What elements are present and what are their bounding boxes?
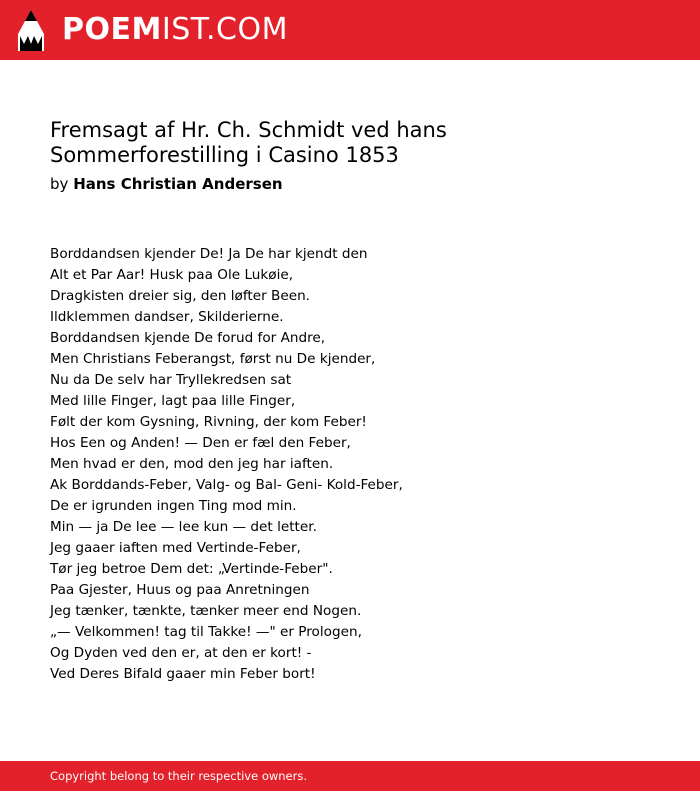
poem-line: De er igrunden ingen Ting mod min. bbox=[50, 498, 297, 514]
poem-line: Dragkisten dreier sig, den løfter Been. bbox=[50, 288, 311, 304]
logo-text-bold: POEM bbox=[62, 12, 162, 47]
byline bbox=[50, 174, 283, 194]
poem-line: Paa Gjester, Huus og paa Anretningen bbox=[50, 582, 310, 598]
author-name: Hans Christian Andersen bbox=[73, 175, 283, 193]
poem-line: Jeg gaaer iaften med Vertinde-Feber, bbox=[50, 540, 301, 556]
poem-line: Tør jeg betroe Dem det: „Vertinde-Feber". bbox=[50, 561, 333, 577]
poem-line: Følt der kom Gysning, Rivning, der kom Feber! bbox=[50, 414, 367, 430]
site-logo[interactable] bbox=[62, 12, 288, 48]
poem-line: „— Velkommen! tag til Takke! —" er Prologen, bbox=[50, 624, 362, 640]
pencil-tip-icon[interactable] bbox=[18, 10, 44, 51]
site-header bbox=[0, 0, 700, 60]
byline-prefix: by bbox=[50, 175, 69, 193]
poem-line: Med lille Finger, lagt paa lille Finger, bbox=[50, 393, 296, 409]
poem-line: Jeg tænker, tænkte, tænker meer end Nogen. bbox=[50, 603, 362, 619]
poem-line: Min — ja De lee — lee kun — det letter. bbox=[50, 519, 317, 535]
poem-line: Alt et Par Aar! Husk paa Ole Lukøie, bbox=[50, 267, 294, 283]
poem-line: Og Dyden ved den er, at den er kort! - bbox=[50, 645, 312, 661]
copyright-text: Copyright belong to their respective owners. bbox=[50, 769, 308, 783]
poem-title-line-2: Sommerforestilling i Casino 1853 bbox=[50, 143, 399, 167]
poem-line: Borddandsen kjende De forud for Andre, bbox=[50, 330, 326, 346]
poem-title-line-1: Fremsagt af Hr. Ch. Schmidt ved hans bbox=[50, 118, 447, 142]
poem-line: Nu da De selv har Tryllekredsen sat bbox=[50, 372, 292, 388]
poem-line: Ak Borddands-Feber, Valg- og Bal- Geni- Kold-Feber, bbox=[50, 477, 403, 493]
poem-line: Borddandsen kjender De! Ja De har kjendt den bbox=[50, 246, 368, 262]
logo-text-light: IST.COM bbox=[161, 12, 288, 47]
poem-title bbox=[50, 118, 650, 168]
poem-body bbox=[50, 244, 650, 685]
poem-line: Men Christians Feberangst, først nu De kjender, bbox=[50, 351, 376, 367]
poem-line: Men hvad er den, mod den jeg har iaften. bbox=[50, 456, 334, 472]
poem-line: Ved Deres Bifald gaaer min Feber bort! bbox=[50, 666, 316, 682]
poem-line: Hos Een og Anden! — Den er fæl den Feber, bbox=[50, 435, 351, 451]
site-footer bbox=[0, 761, 700, 791]
poem-line: Ildklemmen dandser, Skilderierne. bbox=[50, 309, 284, 325]
